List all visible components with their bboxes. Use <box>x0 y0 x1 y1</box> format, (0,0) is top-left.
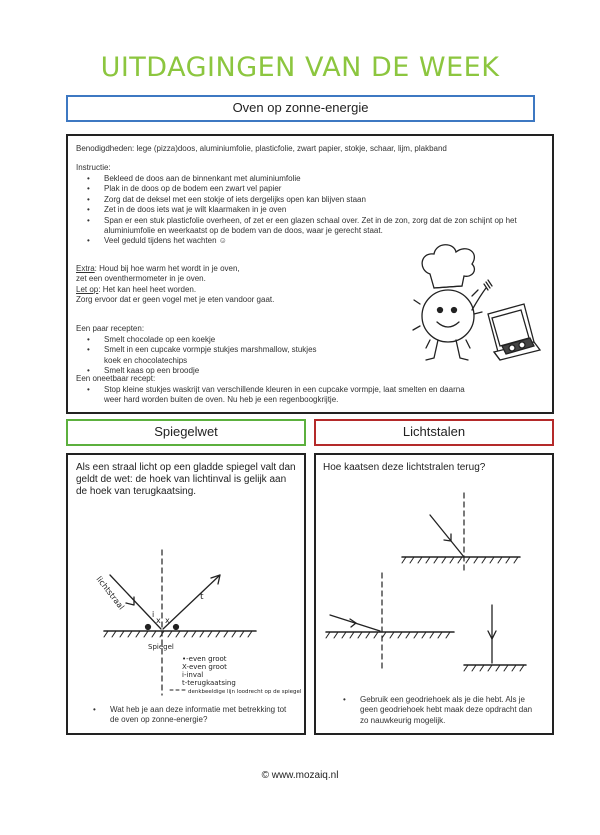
mirror-hatching <box>104 631 252 637</box>
recipe-item: • Smelt kaas op een broodje <box>76 366 326 376</box>
letop-label: Let op <box>76 284 99 294</box>
extra-line2: zet een oventhermometer in je oven. <box>76 274 206 284</box>
letop-line2: Zorg ervoor dat er geen vogel met je eten vandoor gaat. <box>76 295 275 305</box>
instruction-step: • Bekleed de doos aan de binnenkant met aluminiumfolie <box>76 174 538 184</box>
oven-header-label: Oven op zonne-energie <box>232 100 369 115</box>
oven-content-box <box>66 134 554 414</box>
instruction-step: • Veel geduld tijdens het wachten ☺ <box>76 236 538 246</box>
legend-dash-label: denkbeeldige lijn loodrecht op de spiegel <box>188 689 302 695</box>
inedible-label: Een oneetbaar recept: <box>76 374 156 383</box>
spiegelwet-diagram <box>70 545 304 707</box>
legend-item: i-inval <box>182 671 204 679</box>
instruction-step: • Span er een stuk plasticfolie overheen, of zet er een glazen schaal over. Zet in de zon, zorg dat de zon schijnt op het aluminiumfolie en weerkaatst op de bodem van de doos, waar je gerecht staat. <box>76 216 538 237</box>
spiegelwet-question-list <box>82 705 292 726</box>
recipes-label: Een paar recepten: <box>76 324 145 333</box>
lichtstalen-header-label: Lichtstalen <box>402 424 466 439</box>
oven-materials: Benodigdheden: lege (pizza)doos, aluminiumfolie, plasticfolie, zwart papier, stokje, schaar, lijm, plakband <box>76 144 447 153</box>
recipe-item: • Smelt chocolade op een koekje <box>76 335 326 345</box>
extra-note <box>76 264 356 306</box>
sun-chef-illustration <box>408 234 543 374</box>
equal-dot <box>173 624 178 629</box>
lichtstralen-question: Hoe kaatsen deze lichtstralen terug? <box>323 462 486 473</box>
mirror-hatching <box>402 557 518 563</box>
recipe-list <box>76 335 326 377</box>
angle-x-label: x <box>165 616 170 625</box>
lichtstralen-diagram <box>318 485 552 695</box>
reflected-ray <box>163 575 220 629</box>
instruction-step: • Zet in de doos iets wat je wilt klaarmaken in je oven <box>76 205 538 215</box>
equal-dot <box>145 624 150 629</box>
legend-item: t-terugkaatsing <box>182 679 236 687</box>
instructions-label: Instructie: <box>76 163 111 172</box>
instruction-step: • Plak in de doos op de bodem een zwart vel papier <box>76 184 538 194</box>
legend-item: •-even groot <box>182 655 227 663</box>
angle-t-label: t <box>200 592 204 602</box>
recipe-item: • Smelt in een cupcake vormpje stukjes marshmallow, stukjes koek en chocolatechips <box>76 345 326 366</box>
mirror-label: Spiegel <box>148 643 174 651</box>
page-title: UITDAGINGEN VAN DE WEEK <box>100 52 500 83</box>
angle-x-label: x <box>156 616 161 625</box>
inedible-item: • Stop kleine stukjes waskrijt van verschillende kleuren in een cupcake vormpje, laat smelten en daarna weer hard worden buiten de oven. Nu heb je een regenboogkrijtje. <box>76 385 476 406</box>
lichtstalen-header <box>314 419 554 446</box>
ray-label: lichtstraal <box>94 574 126 612</box>
footer-copyright: © www.mozaiq.nl <box>261 770 339 781</box>
legend-item: X-even groot <box>182 663 227 671</box>
spiegelwet-header-label: Spiegelwet <box>154 424 218 439</box>
inedible-list <box>76 385 476 406</box>
mirror-hatching <box>326 632 450 638</box>
lichtstralen-box <box>314 453 554 735</box>
incident-ray <box>430 515 464 557</box>
spiegelwet-header <box>66 419 306 446</box>
angle-i-label: i <box>152 610 155 619</box>
spiegelwet-text: Als een straal licht op een gladde spiegel valt dan geldt de wet: de hoek van lichtinval is gelijk aan de hoek van terugkaatsing. <box>76 462 296 498</box>
lichtstralen-tip: • Gebruik een geodriehoek als je die hebt. Als je geen geodriehoek hebt maak deze opdracht dan zo nauwkeurig mogelijk. <box>332 695 542 726</box>
oven-header <box>66 95 535 122</box>
instruction-step: • Zorg dat de deksel met een stokje of iets dergelijks open kan blijven staan <box>76 195 538 205</box>
spiegelwet-question: • Wat heb je aan deze informatie met betrekking tot de oven op zonne-energie? <box>82 705 292 726</box>
extra-label: Extra <box>76 264 95 273</box>
extra-text: : Houd bij hoe warm het wordt in je oven, <box>94 264 240 273</box>
spiegelwet-box <box>66 453 306 735</box>
mirror-hatching <box>464 665 524 671</box>
letop-text: : Het kan heel heet worden. <box>98 284 197 294</box>
lichtstralen-tip-list <box>332 695 542 726</box>
